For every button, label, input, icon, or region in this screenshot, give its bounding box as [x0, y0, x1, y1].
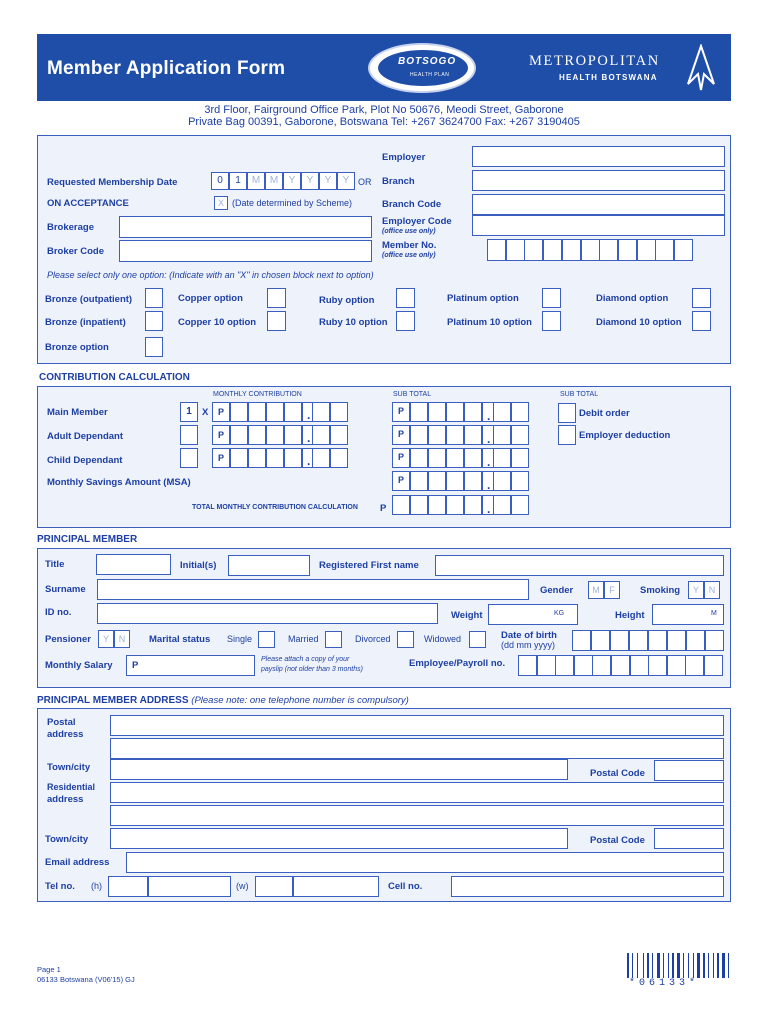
subtotal-digit-cell[interactable] [446, 425, 464, 445]
member-no-cell[interactable] [674, 239, 693, 261]
payroll-cell[interactable] [592, 655, 611, 676]
monthly-p-cell[interactable]: P [212, 425, 230, 445]
monthly-digit-cell[interactable] [284, 402, 302, 422]
bronze-outpatient-checkbox[interactable] [145, 288, 163, 308]
barcode-bar [713, 953, 714, 978]
child-dependant-count[interactable] [180, 448, 198, 468]
ruby-checkbox[interactable] [396, 288, 415, 308]
subtotal-cent-cell[interactable] [511, 495, 529, 515]
subtotal-cent-cell[interactable] [493, 402, 511, 422]
weight-label: Weight [451, 610, 483, 621]
first-name-label: Registered First name [319, 560, 419, 571]
subtotal-digit-cell[interactable] [464, 495, 482, 515]
subtotal-digit-cell[interactable] [410, 425, 428, 445]
tel-work-number-field[interactable] [293, 876, 379, 897]
decimal-point: . [487, 432, 491, 446]
debit-order-checkbox[interactable] [558, 403, 576, 423]
subtotal-digit-cell[interactable] [464, 471, 482, 491]
payslip-note-1: Please attach a copy of your [261, 656, 350, 663]
on-acceptance-checkbox[interactable]: X [214, 196, 228, 210]
monthly-digit-cell[interactable] [266, 402, 284, 422]
title-label: Title [45, 559, 65, 570]
barcode-bar [708, 953, 709, 978]
monthly-cent-cell[interactable] [330, 402, 348, 422]
widowed-label: Widowed [424, 634, 462, 644]
platinum-label: Platinum option [447, 293, 519, 304]
divorced-checkbox[interactable] [397, 631, 414, 648]
subtotal-digit-cell[interactable] [446, 471, 464, 491]
payslip-note-2: payslip (not older than 3 months) [261, 666, 363, 673]
subtotal-digit-cell[interactable] [446, 402, 464, 422]
cell-field[interactable] [451, 876, 724, 897]
broker-code-label: Broker Code [47, 246, 105, 257]
weight-unit: KG [554, 610, 565, 617]
id-no-label: ID no. [45, 607, 72, 618]
subtotal-digit-cell[interactable] [464, 448, 482, 468]
subtotal-digit-cell[interactable] [464, 425, 482, 445]
address-section-heading: PRINCIPAL MEMBER ADDRESS [37, 695, 189, 706]
barcode-bar [632, 953, 633, 978]
monthly-digit-cell[interactable] [284, 448, 302, 468]
monthly-digit-cell[interactable] [248, 425, 266, 445]
address-section-note: (Please note: one telephone number is compulsory) [191, 695, 409, 706]
subtotal-p-cell[interactable] [392, 495, 410, 515]
address-line-1: 3rd Floor, Fairground Office Park, Plot No 50676, Meodi Street, Gaborone [204, 104, 564, 116]
copper10-label: Copper 10 option [178, 317, 257, 328]
subtotal-digit-cell[interactable] [428, 402, 446, 422]
payroll-cell[interactable] [685, 655, 704, 676]
payroll-no-label: Employee/Payroll no. [409, 658, 506, 669]
barcode-bar [722, 953, 725, 978]
broker-code-field[interactable] [119, 240, 372, 262]
bronze-label: Bronze option [45, 342, 109, 353]
postal-address-label-1: Postal [47, 717, 76, 728]
member-no-cell[interactable] [524, 239, 543, 261]
smoking-no-box[interactable]: N [704, 581, 720, 599]
dob-cell[interactable] [648, 630, 667, 651]
monthly-salary-label: Monthly Salary [45, 660, 113, 671]
smoking-yes-box[interactable]: Y [688, 581, 704, 599]
payroll-cell[interactable] [648, 655, 667, 676]
surname-field[interactable] [97, 579, 529, 600]
decimal-point: . [487, 409, 491, 423]
botsogo-logo-text: BOTSOGO [398, 56, 457, 67]
payroll-cell[interactable] [574, 655, 593, 676]
gender-f-box[interactable]: F [604, 581, 620, 599]
member-no-cell[interactable] [506, 239, 525, 261]
address-section-title [37, 695, 409, 706]
tel-home-code-field[interactable] [108, 876, 148, 897]
dob-cell[interactable] [610, 630, 629, 651]
postal-address-label-2: address [47, 729, 84, 740]
date-cell-m1[interactable]: M [247, 172, 265, 190]
select-option-note: Please select only one option: (Indicate with an "X" in chosen block next to option) [47, 270, 374, 280]
barcode-bar [643, 953, 644, 978]
barcode-bar [677, 953, 680, 978]
member-no-office-note: (office use only) [382, 252, 436, 259]
date-cell-y3[interactable]: Y [319, 172, 337, 190]
decimal-point: . [487, 455, 491, 469]
residential-town-field[interactable] [110, 828, 568, 849]
payroll-cell[interactable] [667, 655, 686, 676]
first-name-field[interactable] [435, 555, 724, 576]
copper-checkbox[interactable] [267, 288, 286, 308]
monthly-cent-cell[interactable] [312, 402, 330, 422]
member-no-label: Member No. [382, 240, 437, 251]
cell-label: Cell no. [388, 881, 423, 892]
date-cell-y2[interactable]: Y [301, 172, 319, 190]
employer-deduction-checkbox[interactable] [558, 425, 576, 445]
date-cell-y1[interactable]: Y [283, 172, 301, 190]
dob-cell[interactable] [686, 630, 705, 651]
residential-postal-code-label: Postal Code [590, 835, 645, 846]
tel-label: Tel no. [45, 881, 75, 892]
member-no-cell[interactable] [581, 239, 600, 261]
email-field[interactable] [126, 852, 724, 873]
bronze-inpatient-checkbox[interactable] [145, 311, 163, 331]
botsogo-logo-subtext: HEALTH PLAN [410, 72, 450, 78]
ruby10-checkbox[interactable] [396, 311, 415, 331]
on-acceptance-label: ON ACCEPTANCE [47, 198, 129, 209]
diamond10-checkbox[interactable] [692, 311, 711, 331]
initials-label: Initial(s) [180, 560, 217, 571]
initials-field[interactable] [228, 555, 310, 576]
monthly-p-cell[interactable]: P [212, 448, 230, 468]
monthly-cent-cell[interactable] [330, 425, 348, 445]
member-no-cell[interactable] [599, 239, 618, 261]
barcode-bar [672, 953, 674, 978]
barcode-bar [728, 953, 729, 978]
payroll-cell[interactable] [611, 655, 630, 676]
total-p-label: P [380, 503, 387, 514]
debit-order-label: Debit order [579, 408, 630, 419]
monthly-salary-field[interactable] [126, 655, 255, 676]
subtotal-p-cell[interactable]: P [392, 471, 410, 491]
gender-label: Gender [540, 585, 574, 596]
branch-code-label: Branch Code [382, 199, 442, 210]
date-cell-y4[interactable]: Y [337, 172, 355, 190]
payroll-cell[interactable] [518, 655, 537, 676]
requested-date-label: Requested Membership Date [47, 177, 178, 188]
address-line-2: Private Bag 00391, Gaborone, Botswana Tel: +267 3624700 Fax: +267 3190405 [188, 116, 580, 128]
msa-label: Monthly Savings Amount (MSA) [47, 477, 191, 488]
payroll-cell[interactable] [704, 655, 723, 676]
subtotal-cent-cell[interactable] [511, 425, 529, 445]
barcode-bar [688, 953, 689, 978]
subtotal-digit-cell[interactable] [464, 402, 482, 422]
subtotal-digit-cell[interactable] [428, 448, 446, 468]
pensioner-no-box[interactable]: N [114, 630, 130, 648]
form-title: Member Application Form [47, 58, 286, 79]
brokerage-label: Brokerage [47, 222, 94, 233]
subtotal-cent-cell[interactable] [493, 495, 511, 515]
member-no-cell[interactable] [543, 239, 562, 261]
postal-town-label: Town/city [47, 762, 91, 773]
barcode-bar [668, 953, 669, 978]
monthly-digit-cell[interactable] [284, 425, 302, 445]
subtotal-digit-cell[interactable] [410, 495, 428, 515]
barcode-bar [683, 953, 684, 978]
email-label: Email address [45, 857, 110, 868]
subtotal-digit-cell[interactable] [410, 448, 428, 468]
barcode-bar [657, 953, 660, 978]
postal-address-line-2[interactable] [110, 738, 724, 759]
branch-code-field[interactable] [472, 194, 725, 215]
copper-label: Copper option [178, 293, 243, 304]
decimal-point: . [307, 408, 311, 422]
monthly-p-cell[interactable]: P [212, 402, 230, 422]
member-no-cell[interactable] [655, 239, 674, 261]
employer-deduction-label: Employer deduction [579, 430, 671, 441]
subtotal-cent-cell[interactable] [493, 471, 511, 491]
member-no-cell[interactable] [637, 239, 656, 261]
date-cell-d1[interactable]: 0 [211, 172, 229, 190]
subtotal-header-1: SUB TOTAL [393, 391, 432, 398]
adult-dependant-count[interactable] [180, 425, 198, 445]
main-member-label: Main Member [47, 407, 108, 418]
dob-cell[interactable] [667, 630, 686, 651]
salary-currency: P [132, 660, 139, 671]
bronze-outpatient-label: Bronze (outpatient) [45, 294, 133, 305]
form-code: 06133 Botswana (V06'15) GJ [37, 975, 135, 984]
barcode-bar [703, 953, 705, 978]
monthly-digit-cell[interactable] [230, 425, 248, 445]
tel-work-label: (w) [236, 881, 249, 891]
subtotal-cent-cell[interactable] [511, 402, 529, 422]
single-label: Single [227, 634, 253, 644]
employer-code-field[interactable] [472, 215, 725, 236]
barcode-bar [647, 953, 649, 978]
subtotal-digit-cell[interactable] [446, 448, 464, 468]
main-member-count[interactable]: 1 [180, 402, 198, 422]
decimal-point: . [487, 502, 491, 516]
branch-field[interactable] [472, 170, 725, 191]
subtotal-digit-cell[interactable] [446, 495, 464, 515]
barcode-bar [693, 953, 694, 978]
copper10-checkbox[interactable] [267, 311, 286, 331]
height-unit: M [711, 610, 717, 617]
payroll-cell[interactable] [537, 655, 556, 676]
dob-cell[interactable] [572, 630, 591, 651]
id-no-field[interactable] [97, 603, 438, 624]
member-no-cell[interactable] [618, 239, 637, 261]
contribution-section-title: CONTRIBUTION CALCULATION [39, 372, 190, 383]
metropolitan-arrow-icon [684, 44, 718, 92]
subtotal-cent-cell[interactable] [511, 471, 529, 491]
subtotal-digit-cell[interactable] [410, 402, 428, 422]
widowed-checkbox[interactable] [469, 631, 486, 648]
surname-label: Surname [45, 584, 86, 595]
total-calc-label: TOTAL MONTHLY CONTRIBUTION CALCULATION [192, 504, 358, 511]
times-label: X [202, 407, 209, 418]
decimal-point: . [307, 454, 311, 468]
adult-dependant-label: Adult Dependant [47, 431, 123, 442]
divorced-label: Divorced [355, 634, 391, 644]
payroll-cell[interactable] [555, 655, 574, 676]
member-no-cell[interactable] [487, 239, 506, 261]
subtotal-digit-cell[interactable] [428, 495, 446, 515]
residential-address-label-1: Residential [47, 782, 96, 792]
dob-cell[interactable] [705, 630, 724, 651]
married-label: Married [288, 634, 319, 644]
marital-status-label: Marital status [149, 634, 211, 645]
subtotal-header-2: SUB TOTAL [560, 391, 599, 398]
date-cell-m2[interactable]: M [265, 172, 283, 190]
residential-address-line-1[interactable] [110, 782, 724, 803]
monthly-cent-cell[interactable] [312, 448, 330, 468]
subtotal-digit-cell[interactable] [428, 471, 446, 491]
member-no-cell[interactable] [562, 239, 581, 261]
decimal-point: . [307, 431, 311, 445]
platinum10-label: Platinum 10 option [447, 317, 532, 328]
barcode-text: *06133* [629, 978, 700, 989]
monthly-digit-cell[interactable] [230, 448, 248, 468]
postal-town-field[interactable] [110, 759, 568, 780]
employer-field[interactable] [472, 146, 725, 167]
brokerage-field[interactable] [119, 216, 372, 238]
barcode-bar [717, 953, 719, 978]
single-checkbox[interactable] [258, 631, 275, 648]
branch-label: Branch [382, 176, 415, 187]
date-cell-d2[interactable]: 1 [229, 172, 247, 190]
monthly-digit-cell[interactable] [230, 402, 248, 422]
residential-town-label: Town/city [45, 834, 89, 845]
child-dependant-label: Child Dependant [47, 455, 123, 466]
subtotal-cent-cell[interactable] [493, 448, 511, 468]
metropolitan-logo-text: METROPOLITAN [529, 53, 660, 69]
tel-work-code-field[interactable] [255, 876, 293, 897]
dob-cell[interactable] [629, 630, 648, 651]
monthly-contribution-header: MONTHLY CONTRIBUTION [213, 391, 302, 398]
barcode-bar [652, 953, 653, 978]
residential-postal-code-field[interactable] [654, 828, 724, 849]
subtotal-digit-cell[interactable] [428, 425, 446, 445]
tel-home-number-field[interactable] [148, 876, 231, 897]
monthly-cent-cell[interactable] [330, 448, 348, 468]
residential-address-line-2[interactable] [110, 805, 724, 826]
platinum-checkbox[interactable] [542, 288, 561, 308]
subtotal-cent-cell[interactable] [493, 425, 511, 445]
subtotal-p-cell[interactable]: P [392, 448, 410, 468]
barcode-bar [663, 953, 664, 978]
decimal-point: . [487, 478, 491, 492]
payroll-cell[interactable] [630, 655, 649, 676]
ruby10-label: Ruby 10 option [319, 317, 388, 328]
diamond-checkbox[interactable] [692, 288, 711, 308]
page-number: Page 1 [37, 965, 61, 974]
diamond-label: Diamond option [596, 293, 669, 304]
employer-code-office-note: (office use only) [382, 228, 436, 235]
or-label: OR [358, 177, 372, 187]
bronze-checkbox[interactable] [145, 337, 163, 357]
weight-field[interactable] [488, 604, 578, 625]
dob-label: Date of birth [501, 630, 557, 641]
monthly-cent-cell[interactable] [312, 425, 330, 445]
title-field[interactable] [96, 554, 171, 575]
postal-code-field[interactable] [654, 760, 724, 781]
metropolitan-logo-subtext: HEALTH BOTSWANA [559, 73, 658, 82]
pensioner-yes-box[interactable]: Y [98, 630, 114, 648]
monthly-digit-cell[interactable] [248, 402, 266, 422]
subtotal-cent-cell[interactable] [511, 448, 529, 468]
postal-code-label: Postal Code [590, 768, 645, 779]
gender-m-box[interactable]: M [588, 581, 604, 599]
employer-label: Employer [382, 152, 426, 163]
monthly-digit-cell[interactable] [266, 425, 284, 445]
bronze-inpatient-label: Bronze (inpatient) [45, 317, 126, 328]
monthly-digit-cell[interactable] [248, 448, 266, 468]
dob-cell[interactable] [591, 630, 610, 651]
date-note: (Date determined by Scheme) [232, 198, 353, 208]
monthly-digit-cell[interactable] [266, 448, 284, 468]
pensioner-label: Pensioner [45, 634, 91, 645]
barcode-bar [627, 953, 629, 978]
diamond10-label: Diamond 10 option [596, 317, 682, 328]
platinum10-checkbox[interactable] [542, 311, 561, 331]
barcode-bar [697, 953, 700, 978]
principal-section-title: PRINCIPAL MEMBER [37, 534, 138, 545]
subtotal-p-cell[interactable]: P [392, 402, 410, 422]
barcode-bar [637, 953, 638, 978]
married-checkbox[interactable] [325, 631, 342, 648]
subtotal-digit-cell[interactable] [410, 471, 428, 491]
tel-home-label: (h) [91, 881, 102, 891]
postal-address-line-1[interactable] [110, 715, 724, 736]
subtotal-p-cell[interactable]: P [392, 425, 410, 445]
height-label: Height [615, 610, 645, 621]
smoking-label: Smoking [640, 585, 681, 596]
employer-code-label: Employer Code [382, 216, 452, 227]
residential-address-label-2: address [47, 794, 84, 805]
dob-format: (dd mm yyyy) [501, 640, 555, 650]
ruby-label: Ruby option [319, 295, 375, 306]
